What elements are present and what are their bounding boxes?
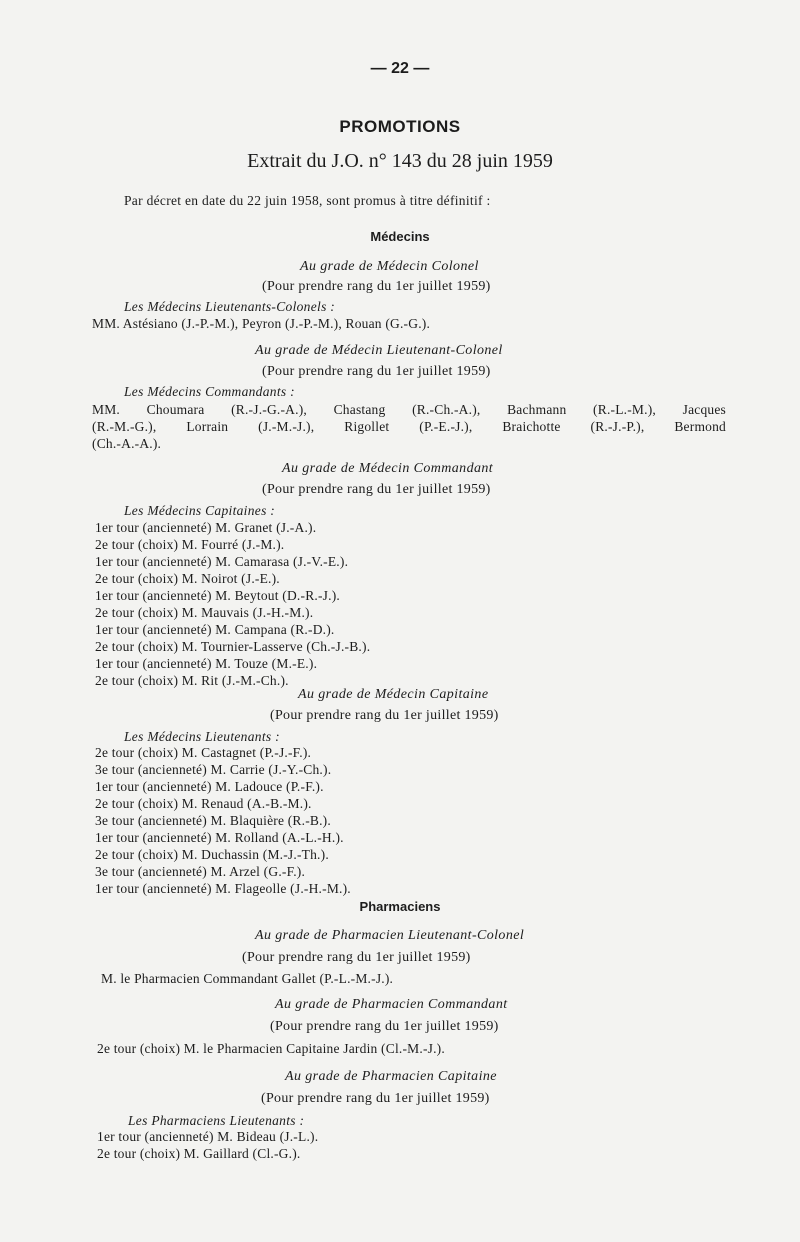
- list-item: 2e tour (choix) M. Renaud (A.-B.-M.).: [95, 796, 312, 811]
- section-heading-pharmaciens: Pharmaciens: [359, 899, 441, 914]
- names-line: (R.-M.-G.), Lorrain (J.-M.-J.), Rigollet (P.-E.-J.), Braichotte (R.-J.-P.), Bermond: [92, 419, 726, 434]
- group-heading: Les Médecins Commandants :: [124, 384, 295, 399]
- list-item: 3e tour (ancienneté) M. Arzel (G.-F.).: [95, 864, 306, 879]
- list-item: 1er tour (ancienneté) M. Rolland (A.-L.-H.).: [95, 830, 344, 845]
- intro-text: Par décret en date du 22 juin 1958, sont promus à titre définitif :: [124, 193, 491, 208]
- grade-heading: Au grade de Médecin Colonel: [300, 259, 479, 274]
- list-item: 2e tour (choix) M. Tournier-Lasserve (Ch.-J.-B.).: [95, 639, 371, 654]
- page-subtitle: Extrait du J.O. n° 143 du 28 juin 1959: [247, 150, 553, 172]
- grade-heading: Au grade de Médecin Capitaine: [298, 687, 489, 702]
- list-item: 2e tour (choix) M. Gaillard (Cl.-G.).: [97, 1146, 301, 1161]
- list-item: 1er tour (ancienneté) M. Flageolle (J.-H.-M.).: [95, 881, 351, 896]
- list-item: 1er tour (ancienneté) M. Ladouce (P.-F.).: [95, 779, 324, 794]
- rank-line: (Pour prendre rang du 1er juillet 1959): [270, 708, 499, 723]
- list-item: 3e tour (ancienneté) M. Blaquière (R.-B.).: [95, 813, 331, 828]
- section-heading-medecins: Médecins: [370, 229, 430, 244]
- group-heading: Les Médecins Capitaines :: [124, 503, 276, 518]
- names-line: M. le Pharmacien Commandant Gallet (P.-L.-M.-J.).: [101, 971, 394, 986]
- rank-line: (Pour prendre rang du 1er juillet 1959): [262, 279, 491, 294]
- grade-heading: Au grade de Pharmacien Capitaine: [285, 1069, 497, 1084]
- names-line: 2e tour (choix) M. le Pharmacien Capitaine Jardin (Cl.-M.-J.).: [97, 1041, 445, 1056]
- list-item: 2e tour (choix) M. Fourré (J.-M.).: [95, 537, 285, 552]
- list-item: 2e tour (choix) M. Rit (J.-M.-Ch.).: [95, 673, 289, 688]
- names-line: MM. Choumara (R.-J.-G.-A.), Chastang (R.-Ch.-A.), Bachmann (R.-L.-M.), Jacques: [92, 402, 726, 417]
- page-title: PROMOTIONS: [339, 117, 461, 136]
- rank-line: (Pour prendre rang du 1er juillet 1959): [262, 482, 491, 497]
- list-item: 2e tour (choix) M. Duchassin (M.-J.-Th.).: [95, 847, 329, 862]
- list-item: 2e tour (choix) M. Castagnet (P.-J.-F.).: [95, 745, 312, 760]
- list-item: 1er tour (ancienneté) M. Touze (M.-E.).: [95, 656, 318, 671]
- list-item: 1er tour (ancienneté) M. Beytout (D.-R.-J.).: [95, 588, 340, 603]
- list-item: 3e tour (ancienneté) M. Carrie (J.-Y.-Ch.).: [95, 762, 332, 777]
- list-item: 1er tour (ancienneté) M. Camarasa (J.-V.-E.).: [95, 554, 349, 569]
- group-heading: Les Pharmaciens Lieutenants :: [128, 1113, 305, 1128]
- names-line: MM. Astésiano (J.-P.-M.), Peyron (J.-P.-M.), Rouan (G.-G.).: [92, 316, 431, 331]
- names-line: (Ch.-A.-A.).: [92, 436, 162, 451]
- grade-heading: Au grade de Médecin Lieutenant-Colonel: [255, 343, 503, 358]
- list-item: 1er tour (ancienneté) M. Bideau (J.-L.).: [97, 1129, 319, 1144]
- list-item: 2e tour (choix) M. Noirot (J.-E.).: [95, 571, 280, 586]
- grade-heading: Au grade de Médecin Commandant: [282, 461, 494, 476]
- rank-line: (Pour prendre rang du 1er juillet 1959): [270, 1019, 499, 1034]
- group-heading: Les Médecins Lieutenants-Colonels :: [124, 299, 336, 314]
- page-number: — 22 —: [370, 60, 430, 77]
- rank-line: (Pour prendre rang du 1er juillet 1959): [261, 1091, 490, 1106]
- list-item: 1er tour (ancienneté) M. Granet (J.-A.).: [95, 520, 317, 535]
- rank-line: (Pour prendre rang du 1er juillet 1959): [262, 364, 491, 379]
- grade-heading: Au grade de Pharmacien Commandant: [275, 997, 508, 1012]
- list-item: 1er tour (ancienneté) M. Campana (R.-D.).: [95, 622, 335, 637]
- grade-heading: Au grade de Pharmacien Lieutenant-Colonel: [255, 928, 525, 943]
- rank-line: (Pour prendre rang du 1er juillet 1959): [242, 950, 471, 965]
- group-heading: Les Médecins Lieutenants :: [124, 729, 280, 744]
- list-item: 2e tour (choix) M. Mauvais (J.-H.-M.).: [95, 605, 314, 620]
